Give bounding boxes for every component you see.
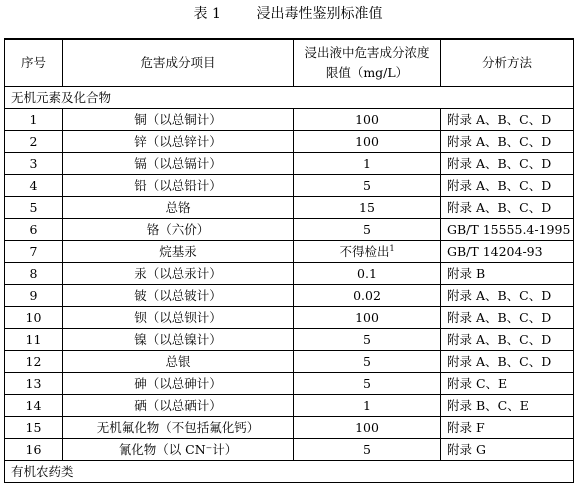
cell-method [441,131,574,153]
cell-no-text: 6 [29,221,38,237]
cell-no [5,373,63,395]
cell-method [441,373,574,395]
cell-no [5,175,63,197]
table-row [5,351,574,373]
header-limit: 浸出液中危害成分浓度限值（mg/L） [294,39,441,87]
cell-no [5,307,63,329]
cell-method [441,439,574,461]
cell-method-text: 附录 C、E [447,375,508,391]
cell-no [5,395,63,417]
section-label-inorganic: 无机元素及化合物 [5,87,574,109]
header-item: 危害成分项目 [63,39,294,87]
cell-no [5,197,63,219]
cell-no-text: 5 [29,199,38,215]
cell-item-text: 钡（以总钡计） [134,309,222,325]
table-number: 表 1 [193,6,221,22]
table-row [5,307,574,329]
cell-no-text: 1 [29,111,38,127]
cell-no-text: 3 [29,155,38,171]
cell-limit [294,219,441,241]
table-header [5,39,574,87]
cell-method [441,241,574,263]
cell-limit-text: 5 [363,353,371,369]
cell-limit [294,439,441,461]
cell-limit [294,153,441,175]
cell-limit-text: 100 [355,111,379,127]
cell-item [63,307,294,329]
cell-no-text: 9 [29,287,38,303]
cell-method [441,329,574,351]
cell-item-text: 总银 [165,353,191,369]
cell-limit-text: 100 [355,309,379,325]
cell-method-text: 附录 A、B、C、D [447,155,552,171]
cell-no-text: 12 [25,353,42,369]
cell-limit-text: 5 [363,221,371,237]
cell-no [5,351,63,373]
cell-no-text: 13 [25,375,42,391]
cell-method [441,263,574,285]
cell-item-text: 砷（以总砷计） [134,375,222,391]
cell-method [441,395,574,417]
cell-no [5,439,63,461]
cell-method-text: 附录 A、B、C、D [447,199,552,215]
section-label-organic: 有机农药类 [5,461,574,483]
cell-item-text: 硒（以总硒计） [134,397,222,413]
cell-no-text: 10 [25,309,42,325]
cell-item-text: 烷基汞 [159,243,197,259]
cell-item-text: 镍（以总镍计） [134,331,222,347]
cell-limit-text: 不得检出 [339,243,390,259]
cell-method [441,109,574,131]
cell-method [441,175,574,197]
cell-limit-text: 5 [363,441,371,457]
table-row [5,131,574,153]
table-row [5,439,574,461]
cell-limit-text: 5 [363,375,371,391]
table-row [5,373,574,395]
table-row [5,263,574,285]
cell-method [441,307,574,329]
cell-limit [294,417,441,439]
cell-method-text: 附录 A、B、C、D [447,177,552,193]
table-row [5,175,574,197]
cell-method [441,285,574,307]
toxicity-standard-table [4,38,574,483]
header-row [5,39,574,87]
cell-method-text: 附录 A、B、C、D [447,111,552,127]
cell-method-text: 附录 G [447,441,486,457]
cell-no [5,219,63,241]
cell-item-text: 总铬 [165,199,191,215]
cell-no-text: 7 [29,243,38,259]
cell-item [63,109,294,131]
cell-no-text: 15 [25,419,42,435]
cell-method-text: 附录 A、B、C、D [447,133,552,149]
cell-item-text: 氰化物（以 CN⁻计） [118,441,238,457]
table-caption [0,4,576,24]
cell-method [441,417,574,439]
header-method: 分析方法 [441,39,574,87]
cell-no [5,109,63,131]
cell-item [63,439,294,461]
cell-no-text: 2 [29,133,38,149]
section-row-organic [5,461,574,483]
cell-item-text: 镉（以总镉计） [134,155,222,171]
cell-item-text: 铬（六价） [146,221,210,237]
table-row [5,153,574,175]
cell-method [441,351,574,373]
cell-limit [294,175,441,197]
cell-item [63,373,294,395]
cell-item [63,263,294,285]
cell-item-text: 汞（以总汞计） [134,265,222,281]
header-no: 序号 [5,39,63,87]
cell-item [63,241,294,263]
cell-limit-text: 1 [363,397,371,413]
cell-limit [294,373,441,395]
cell-no [5,329,63,351]
footnote-marker: 1 [389,243,395,253]
table-body [5,87,574,483]
cell-limit [294,241,441,263]
cell-no-text: 14 [25,397,42,413]
cell-limit [294,285,441,307]
table-title: 浸出毒性鉴别标准值 [256,6,383,22]
table-row [5,241,574,263]
section-row-inorganic [5,87,574,109]
cell-limit [294,263,441,285]
cell-method [441,197,574,219]
table-row [5,329,574,351]
cell-item-text: 铍（以总铍计） [134,287,222,303]
cell-no [5,263,63,285]
cell-no-text: 11 [25,331,42,347]
cell-limit-text: 100 [355,133,379,149]
cell-method-text: GB/T 14204-93 [447,243,543,259]
cell-limit [294,131,441,153]
table-row [5,109,574,131]
cell-method-text: GB/T 15555.4-1995 [447,221,571,237]
cell-limit [294,197,441,219]
cell-no-text: 8 [29,265,38,281]
cell-item [63,395,294,417]
cell-no-text: 16 [25,441,42,457]
cell-method-text: 附录 B [447,265,486,281]
cell-no [5,153,63,175]
cell-no [5,131,63,153]
cell-item [63,153,294,175]
cell-limit [294,329,441,351]
cell-limit [294,351,441,373]
cell-item-text: 铅（以总铅计） [134,177,222,193]
cell-method-text: 附录 A、B、C、D [447,353,552,369]
cell-limit-text: 15 [359,199,375,215]
table-row [5,285,574,307]
cell-limit-text: 100 [355,419,379,435]
cell-limit-text: 5 [363,331,371,347]
cell-no-text: 4 [29,177,38,193]
cell-limit-text: 1 [363,155,371,171]
table-row [5,219,574,241]
cell-item [63,417,294,439]
cell-method-text: 附录 A、B、C、D [447,309,552,325]
cell-item [63,175,294,197]
cell-item-text: 铜（以总铜计） [134,111,222,127]
cell-limit-text: 0.02 [353,287,381,303]
table-row [5,197,574,219]
cell-limit [294,395,441,417]
cell-no [5,241,63,263]
cell-item [63,219,294,241]
cell-method-text: 附录 B、C、E [447,397,529,413]
cell-method [441,219,574,241]
cell-limit-text: 5 [363,177,371,193]
cell-item [63,131,294,153]
cell-item [63,329,294,351]
table-row [5,395,574,417]
cell-limit-text: 0.1 [357,265,377,281]
cell-item [63,197,294,219]
cell-item [63,351,294,373]
cell-no [5,285,63,307]
cell-item-text: 锌（以总锌计） [134,133,222,149]
cell-method-text: 附录 A、B、C、D [447,287,552,303]
table-row [5,417,574,439]
cell-method-text: 附录 F [447,419,485,435]
cell-limit [294,109,441,131]
cell-method-text: 附录 A、B、C、D [447,331,552,347]
cell-limit [294,307,441,329]
cell-method [441,153,574,175]
cell-item [63,285,294,307]
cell-item-text: 无机氟化物（不包括氟化钙） [96,419,260,435]
cell-no [5,417,63,439]
